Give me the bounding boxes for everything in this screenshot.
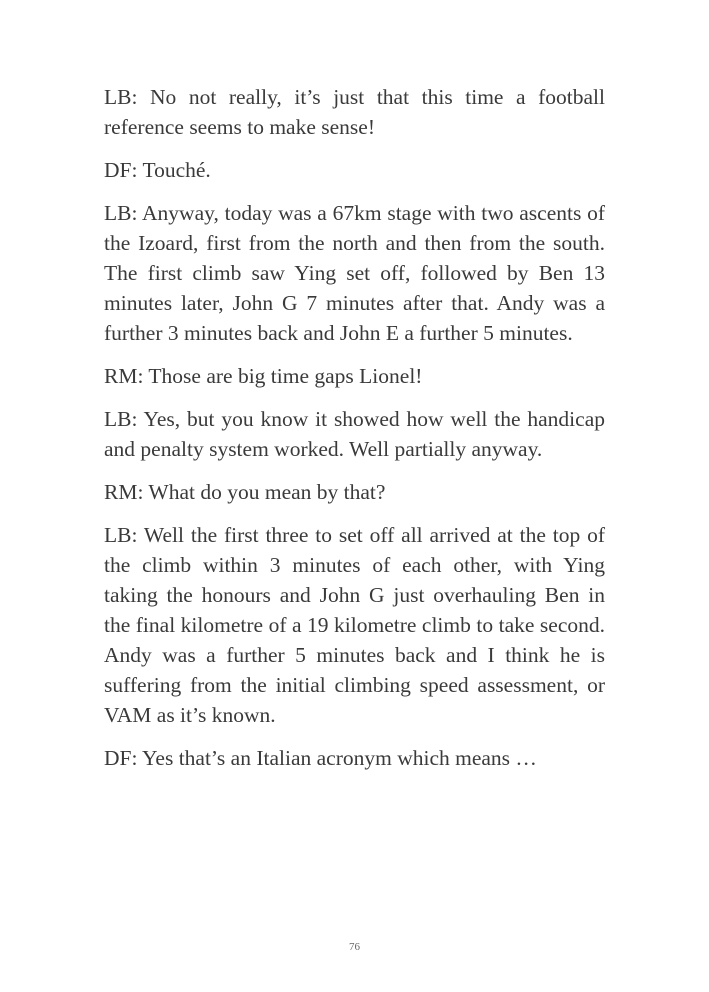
dialogue-paragraph: LB: No not really, it’s just that this time a football reference seems to make sense!: [104, 85, 605, 139]
dialogue-paragraph: DF: Touché.: [104, 158, 211, 182]
dialogue-paragraph: DF: Yes that’s an Italian acronym which means …: [104, 746, 537, 770]
dialogue-paragraph: LB: Yes, but you know it showed how well the handicap and penalty system worked. Well partially anyway.: [104, 407, 605, 461]
page-number: 76: [349, 941, 360, 953]
dialogue-paragraph: LB: Anyway, today was a 67km stage with two ascents of the Izoard, first from the north and then from the south. The first climb saw Ying set off, followed by Ben 13 minutes later, John G 7 minutes after that. Andy was a further 3 minutes back and John E a further 5 minutes.: [104, 201, 605, 345]
page-body: [104, 82, 605, 786]
dialogue-paragraph: RM: What do you mean by that?: [104, 480, 386, 504]
dialogue-paragraph: RM: Those are big time gaps Lionel!: [104, 364, 423, 388]
dialogue-paragraph: LB: Well the first three to set off all arrived at the top of the climb within 3 minutes of each other, with Ying taking the honours and John G just overhauling Ben in the final kilometre of a 19 kilometre climb to take second. Andy was a further 5 minutes back and I think he is suffering from the initial climbing speed assessment, or VAM as it’s known.: [104, 523, 605, 727]
